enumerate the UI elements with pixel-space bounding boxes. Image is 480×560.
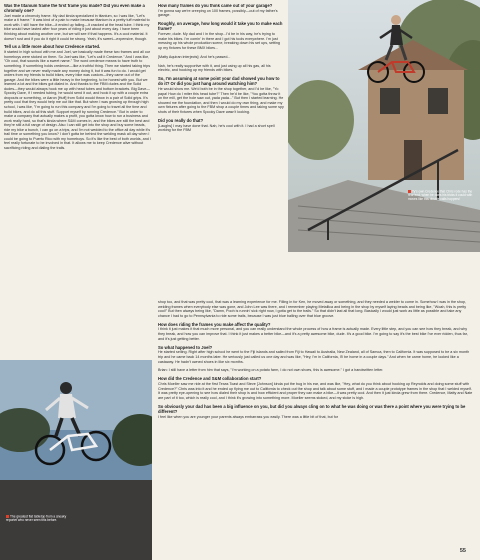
answer: Brian: I still have a letter from him that says, "I'm working on a potato farm, I do not own shoes, this is awesome." I got a handwritten letter. <box>158 368 384 373</box>
page-number: 55 <box>459 548 466 554</box>
question: Tell us a little more about how Credence started. <box>4 44 101 50</box>
rider-flat-tabletop-image <box>0 360 152 560</box>
question: Did you really do that? <box>158 117 204 123</box>
answer: Forever, dude. My dad and I in the shop...I'd be in his way, he's trying to make his bikes. I'm comin' in there and I got his tools everywhere. I'm just messing up his whole production scene, breaking down his set ups, setting up my fixtures for these BMX bikes... <box>158 32 280 50</box>
answer: Chris Moeller saw me ride at the first Texas Toast and Steve [Johnson] kinda put the bug in his ear, and was like, "Hey, what do you think about hooking up Reynolds and doing some stuff with Credence?" Chris was into it and he ended up flying me out to California to check out the shop and talk about some stuff, and I made a couple prototype frames in the shop that I welded myself. It was pretty eye-opening to see how dialed their shop is and how efficient and proper they can make a bike—it was pretty cool. And then it just kinda grew from there. Credence, Matty and Nate are part of it too, which is really cool, and I think it's growing into something more. Moeller seems stoked, and my stoke is high. <box>158 382 473 400</box>
answer: I feel like when you are younger your parents always embarrass you easily. There was a little bit of that, but for <box>158 414 339 419</box>
photo-caption-bottom <box>6 515 76 523</box>
question: So, I'm assuming at some point your dad showed you how to do it? Or did you just hang around watching him? <box>158 76 280 87</box>
left-column <box>4 4 152 356</box>
caption-text: The greatest flat tabletop from a sneaky reporter who never seen this before. <box>6 514 67 523</box>
wide-column <box>158 300 474 548</box>
question: How many frames do you think came out of your garage? <box>158 4 273 8</box>
photo-caption-top <box>408 190 474 202</box>
answer: [Matty Aquiran interjects]: And he's passed... <box>158 54 231 59</box>
answer: shop too, and that was pretty cool, that was a learning experience for me. Filling in for Ken, he moved away or something, and they needed a welder to come in. Somehow I was in the shop, welding frames when everybody else was gone, and John Lee was there, and I remember playing Metallica and being in the shop by myself laying beads and being like, "Woah, this is pretty cool!" But then always being like, "Damn, Pooh is runnin' sick right now, I gotta get to the trails." So that didn't last all that long. Basically I would just work as little as possible and take any chance I had to go to Pennsylvania to ride some trails, because I was just blue balling over that blue groove. <box>158 300 467 318</box>
question: How did the Credence and S&M collaboration start? <box>158 376 262 382</box>
answer: I think it just makes it that much more personal, and you can really understand the whole process of how a frame is actually made. Every little step, and you can see how they break, and why they break, and how you can improve that. I think it just makes a better bike—and it's a pretty awesome bike, dude. It's a good bike. I'm going to say it's the best bike I've ever ridden, thus far, and it's just getting better. <box>158 327 468 341</box>
answer: Nah, he's really supportive with it, and just using up all his gas, all his electric, and hooking up my friends with bikes. <box>158 63 271 73</box>
question: Roughly, on average, how long would it take you to make each frame? <box>158 21 283 32</box>
question: How does riding the frames you make affect the quality? <box>158 321 271 327</box>
answer: He started selling. Right after high school he went to the Fiji islands and sailed from Fiji to Hawaii to Australia, New Zealand, all of Samoa, then to California. It was supposed to be a six month trip and he came back 14 months later. He seriously just called us one day and was like, "Hey, I'm in California, I'll be home in a couple days." And when he came home, he looked like a castaway. He hadn't owned shoes in like six months. <box>158 350 470 364</box>
question: So what happened to Joel? <box>158 344 213 350</box>
question: Was the titanium frame the first frame you made? Did you even make a chromoly one? <box>4 4 145 13</box>
bottom-photo <box>0 360 152 560</box>
answer: [Laughs] I may have done that. Nah, he's cool with it. I had a short spell working for the FBM <box>158 123 275 133</box>
middle-column <box>158 4 284 304</box>
top-photo <box>288 0 480 252</box>
answer: It started in high school with me and Joel, we basically made these two frames and all our homeboys were stoked on them. So Joel was like, "Let's call it Credence." And I was like, "Oh cool, that sounds like a sweet name." The word credence means to have truth to something. If something holds credence—like a truthful thing. Then we started taking trips together and we never really made any money doing it, but it was fun to do. I would get orders from my friends to build bikes, every bike was custom—they came out of the garage. And the bikes were a little heavy in the beginning, to be honest with you. But we learned a lot and the bikes got dialed in. And thanks to the FBM dudes and the Solid dudes—they would always hook me up with head tubes and bottom brackets. Big Dave—Spooky Dave, if I needed tubing, he would send it out, and hook it up with a couple extra dropouts or something, or Aaron [Huff] from Solid would throw in a pair of Solid grips. It's pretty cool that they would help me out like that. But when I was growing up through high school, I was like, "I'm going to run this company and I'm going to travel all the time and build bikes, and do all this stuff. Support myself by running Credence." But in order to make a company that actually makes a profit, you gotta know how to run a business and work really hard, so that's kinda where S&M comes in, and the bikes are still the best and they're still a full range of design. Also I can still get into the shop and buy some beads, ride my bike a bunch, I can go on a trips, and I'm not wedded to the office all day while it's trail time or something you know? I don't gotta be behind the welding mask all day when I could be going to Puerto Rico with my homeboys. So it's like the best of both worlds, and I feel really fortunate to be involved in that. It allows me to keep Credence alive without sacrificing riding and dialing the trails. <box>4 50 151 150</box>
caption-text: Ty's own Credence that Chris rode has the rear end, when he does his tricks it could with moves like this double calls hoppers! <box>408 189 473 202</box>
answer: He would show me. We'd both be in the shop together, and I'd be like, "Yo papa! How do I miter this head tube?" Then he'd be like, "You gotta throw it on the mill, get the hole saw out, yada yada..." But then I started learning. He showed me the foundation, and then I would do my own thing, and make my own fixtures after going to the FBM shop a couple times and taking some spy shots of their fixtures when Spooky Dave wasn't looking. <box>158 87 284 114</box>
answer: I'm gonna say we're creeping on 100 frames, possibly—out of my father's garage. <box>158 8 278 18</box>
question: So obviously your dad has been a big influence on you, but did you always cling on to what he was doing or was there a point where you were trying to be different? <box>158 403 466 414</box>
answer: Joel made a chromoly frame. My dad kinda specialized in titanium, so I was like, "Let's make a ti frame." It was kind of a pain to make because titanium is a pretty tuff material to work with. I still have the bike—it ended up failing—it cracked at the head tube. I think my bike would have lasted after four years of riding it just about every day. I have been thinking about making another one, but we will see if that happens. It's a cool material. It doesn't rust and if you do it right it could be strong. Yeah, it's sweet—expensive, though. <box>4 13 150 41</box>
rider-rail-jump-image <box>288 0 480 252</box>
